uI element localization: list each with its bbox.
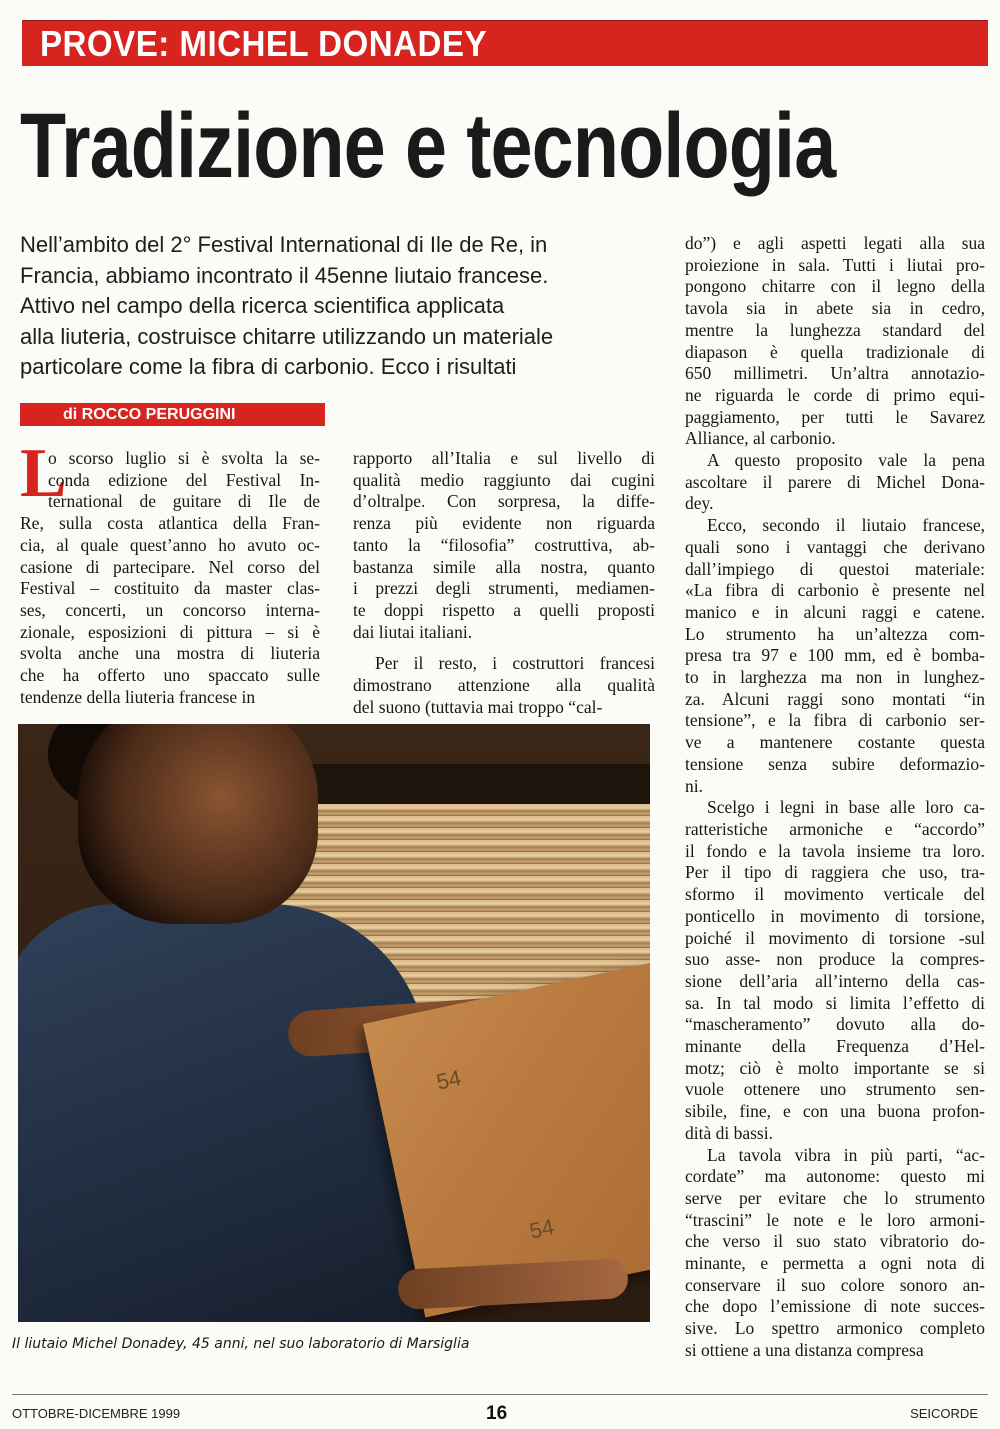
column-line: tavola sia in abete sia in cedro, — [685, 298, 985, 319]
column-line: za. Alcuni raggi sono montati “in — [685, 688, 985, 709]
column-line: manico e in alcuni raggi e catene. — [685, 601, 985, 622]
column-line: zionale, esposizioni di pittura – si è — [20, 621, 320, 642]
column-line: presa tra 97 e 100 mm, ed è bomba- — [685, 645, 985, 666]
column-line: Scelgo i legni in base alle loro ca- — [707, 797, 985, 818]
page-number: 16 — [486, 1403, 508, 1424]
column-line: bastanza simile alla nostra, quanto — [353, 556, 655, 577]
column-line: 650 millimetri. Un’altra annotazio- — [685, 363, 985, 384]
column-line: do”) e agli aspetti legati alla sua — [685, 233, 985, 253]
column-line: tensione senza subire deformazio- — [685, 753, 985, 774]
section-title: PROVE: MICHEL DONADEY — [40, 23, 488, 64]
section-banner — [22, 20, 988, 66]
column-line: minante, e permetta a ogni nota di — [685, 1253, 985, 1274]
drop-cap: L — [20, 435, 67, 512]
byline-author: di ROCCO PERUGGINI — [63, 406, 236, 423]
column-line: te doppi rispetto a quelli proposti — [353, 599, 655, 620]
footer-rule — [12, 1394, 988, 1395]
column-line: paggiamento, per tutti le Savarez — [685, 406, 985, 427]
column-line: diapason è quella tradizionale di — [685, 341, 985, 362]
board-mark: 54 — [527, 1214, 557, 1244]
column-line: quali sono i vantaggi che derivano — [685, 536, 985, 557]
column-line: casione di partecipare. Nel corso del — [20, 556, 320, 577]
column-line: Per il tipo di raggiera che uso, tra- — [685, 862, 985, 883]
article-column-1 — [20, 435, 320, 708]
column-line: Lo strumento ha un’altezza com- — [685, 623, 985, 644]
column-line: che ha offerto uno spaccato sulle — [20, 665, 320, 686]
column-line: dey. — [685, 493, 714, 514]
column-line: che dopo l’emissione di note succes- — [685, 1296, 985, 1317]
column-line: i prezzi degli strumenti, mediamen- — [353, 578, 655, 599]
column-line: dai liutai italiani. — [353, 621, 473, 642]
column-line: suo asse- non produce la compres- — [685, 949, 985, 970]
column-line: il fondo e la tavola insieme tra loro. — [685, 840, 985, 861]
column-line: mentre la lunghezza standard del — [685, 319, 985, 340]
column-line: poiché il movimento di torsione -sul — [685, 927, 985, 948]
column-line: tendenze della liuteria francese in — [20, 686, 256, 707]
column-line: dimostrano attenzione alla qualità — [353, 675, 655, 696]
footer-magazine: SEICORDE — [910, 1406, 978, 1421]
article-column-3 — [685, 233, 985, 1362]
column-line: ne riguarda le corde di primo equi- — [685, 384, 985, 405]
column-line: o scorso luglio si è svolta la se- — [48, 448, 320, 468]
article-photo — [18, 724, 650, 1322]
column-line: del suono (tuttavia mai troppo “cal- — [353, 696, 603, 717]
column-line: Per il resto, i costruttori francesi — [375, 653, 655, 674]
column-line: sibile, fine, e con una buona profon- — [685, 1101, 985, 1122]
paragraph-gap — [353, 643, 655, 653]
column-line: vuole ottenere uno strumento sen- — [685, 1079, 985, 1100]
column-line: serve per evitare che lo strumento — [685, 1187, 985, 1208]
column-line: to in larghezza ma non in lunghez- — [685, 667, 985, 688]
column-line: ponticello in movimento di torsione, — [685, 905, 985, 926]
photo-luthier-head — [78, 724, 318, 924]
footer-date: OTTOBRE-DICEMBRE 1999 — [12, 1406, 181, 1421]
lead-paragraph — [20, 230, 670, 383]
column-line: «La fibra di carbonio è presente nel — [685, 580, 985, 601]
column-line: “mascheramento” dovuto alla do- — [685, 1014, 985, 1035]
photo-caption: Il liutaio Michel Donadey, 45 anni, nel suo laboratorio di Marsiglia — [12, 1336, 470, 1352]
column-line: ternational de guitare di Ile de — [48, 491, 320, 512]
column-line: sformo il movimento verticale del — [685, 884, 985, 905]
lead-line: Francia, abbiamo incontrato il 45enne liutaio francese. — [20, 262, 549, 288]
photo-luthier-body — [18, 904, 428, 1322]
column-line: ses, concerti, un concorso interna- — [20, 599, 320, 620]
column-line: sa. In tal modo si limita l’effetto di — [685, 992, 985, 1013]
column-line: Re, sulla costa atlantica della Fran- — [20, 513, 320, 534]
column-line: minante della Frequenza d’Hel- — [685, 1036, 985, 1057]
column-line: tensione”, e la fibra di carbonio ser- — [685, 710, 985, 731]
column-line: cordate” ma autonome: questo mi — [685, 1166, 985, 1187]
column-line: sione dell’aria all’interno della cas- — [685, 970, 985, 991]
column-line: ni. — [685, 775, 703, 796]
article-column-2 — [353, 448, 655, 718]
column-line: “trascini” le note e le loro armoni- — [685, 1209, 985, 1230]
column-line: Alliance, al carbonio. — [685, 428, 836, 449]
column-line: Ecco, secondo il liutaio francese, — [707, 515, 985, 536]
column-line: pongono chitarre con il legno della — [685, 276, 985, 297]
column-line: proiezione in sala. Tutti i liutai pro- — [685, 254, 985, 275]
column-line: si ottiene a una distanza compresa — [685, 1339, 924, 1360]
lead-line: particolare come la fibra di carbonio. Ecco i risultati — [20, 354, 517, 379]
lead-line: Nell’ambito del 2° Festival International di Ile de Re, in — [20, 232, 548, 257]
column-line: conda edizione del Festival In- — [48, 469, 320, 490]
column-line: dità di bassi. — [685, 1122, 773, 1143]
byline-bar — [20, 403, 325, 426]
column-line: svolta anche una mostra di liuteria — [20, 643, 320, 664]
column-line: sive. Lo spettro armonico completo — [685, 1318, 985, 1339]
column-line: che verso il suo stato vibratorio do- — [685, 1231, 985, 1252]
column-line: tanto la “filosofia” costruttiva, ab- — [353, 534, 655, 555]
column-line: conservare il suo colore sonoro an- — [685, 1274, 985, 1295]
column-line: La tavola vibra in più parti, “ac- — [707, 1144, 985, 1165]
lead-line: Attivo nel campo della ricerca scientifica applicata — [20, 293, 505, 318]
column-line: cia, al quale quest’anno ho avuto oc- — [20, 534, 320, 555]
column-line: ve a mantenere costante questa — [685, 732, 985, 753]
column-line: A questo proposito vale la pena — [707, 450, 985, 471]
column-line: ascoltare il parere di Michel Dona- — [685, 471, 985, 492]
column-line: rapporto all’Italia e sul livello di — [353, 448, 655, 468]
column-line: Festival – costituito da master clas- — [20, 578, 320, 599]
column-line: renza più evidente non riguarda — [353, 513, 655, 534]
column-line: motz; ciò è molto importante se si — [685, 1057, 985, 1078]
column-line: d’oltralpe. Con sorpresa, la diffe- — [353, 491, 655, 512]
column-line: dall’impiego di questoi materiale: — [685, 558, 985, 579]
column-line: ratteristiche armoniche e “accordo” — [685, 818, 985, 839]
board-mark: 54 — [434, 1065, 464, 1095]
lead-line: alla liuteria, costruisce chitarre utilizzando un materiale — [20, 323, 554, 349]
column-line: qualità medio raggiunto dai cugini — [353, 469, 655, 490]
headline: Tradizione e tecnologia — [20, 95, 836, 197]
